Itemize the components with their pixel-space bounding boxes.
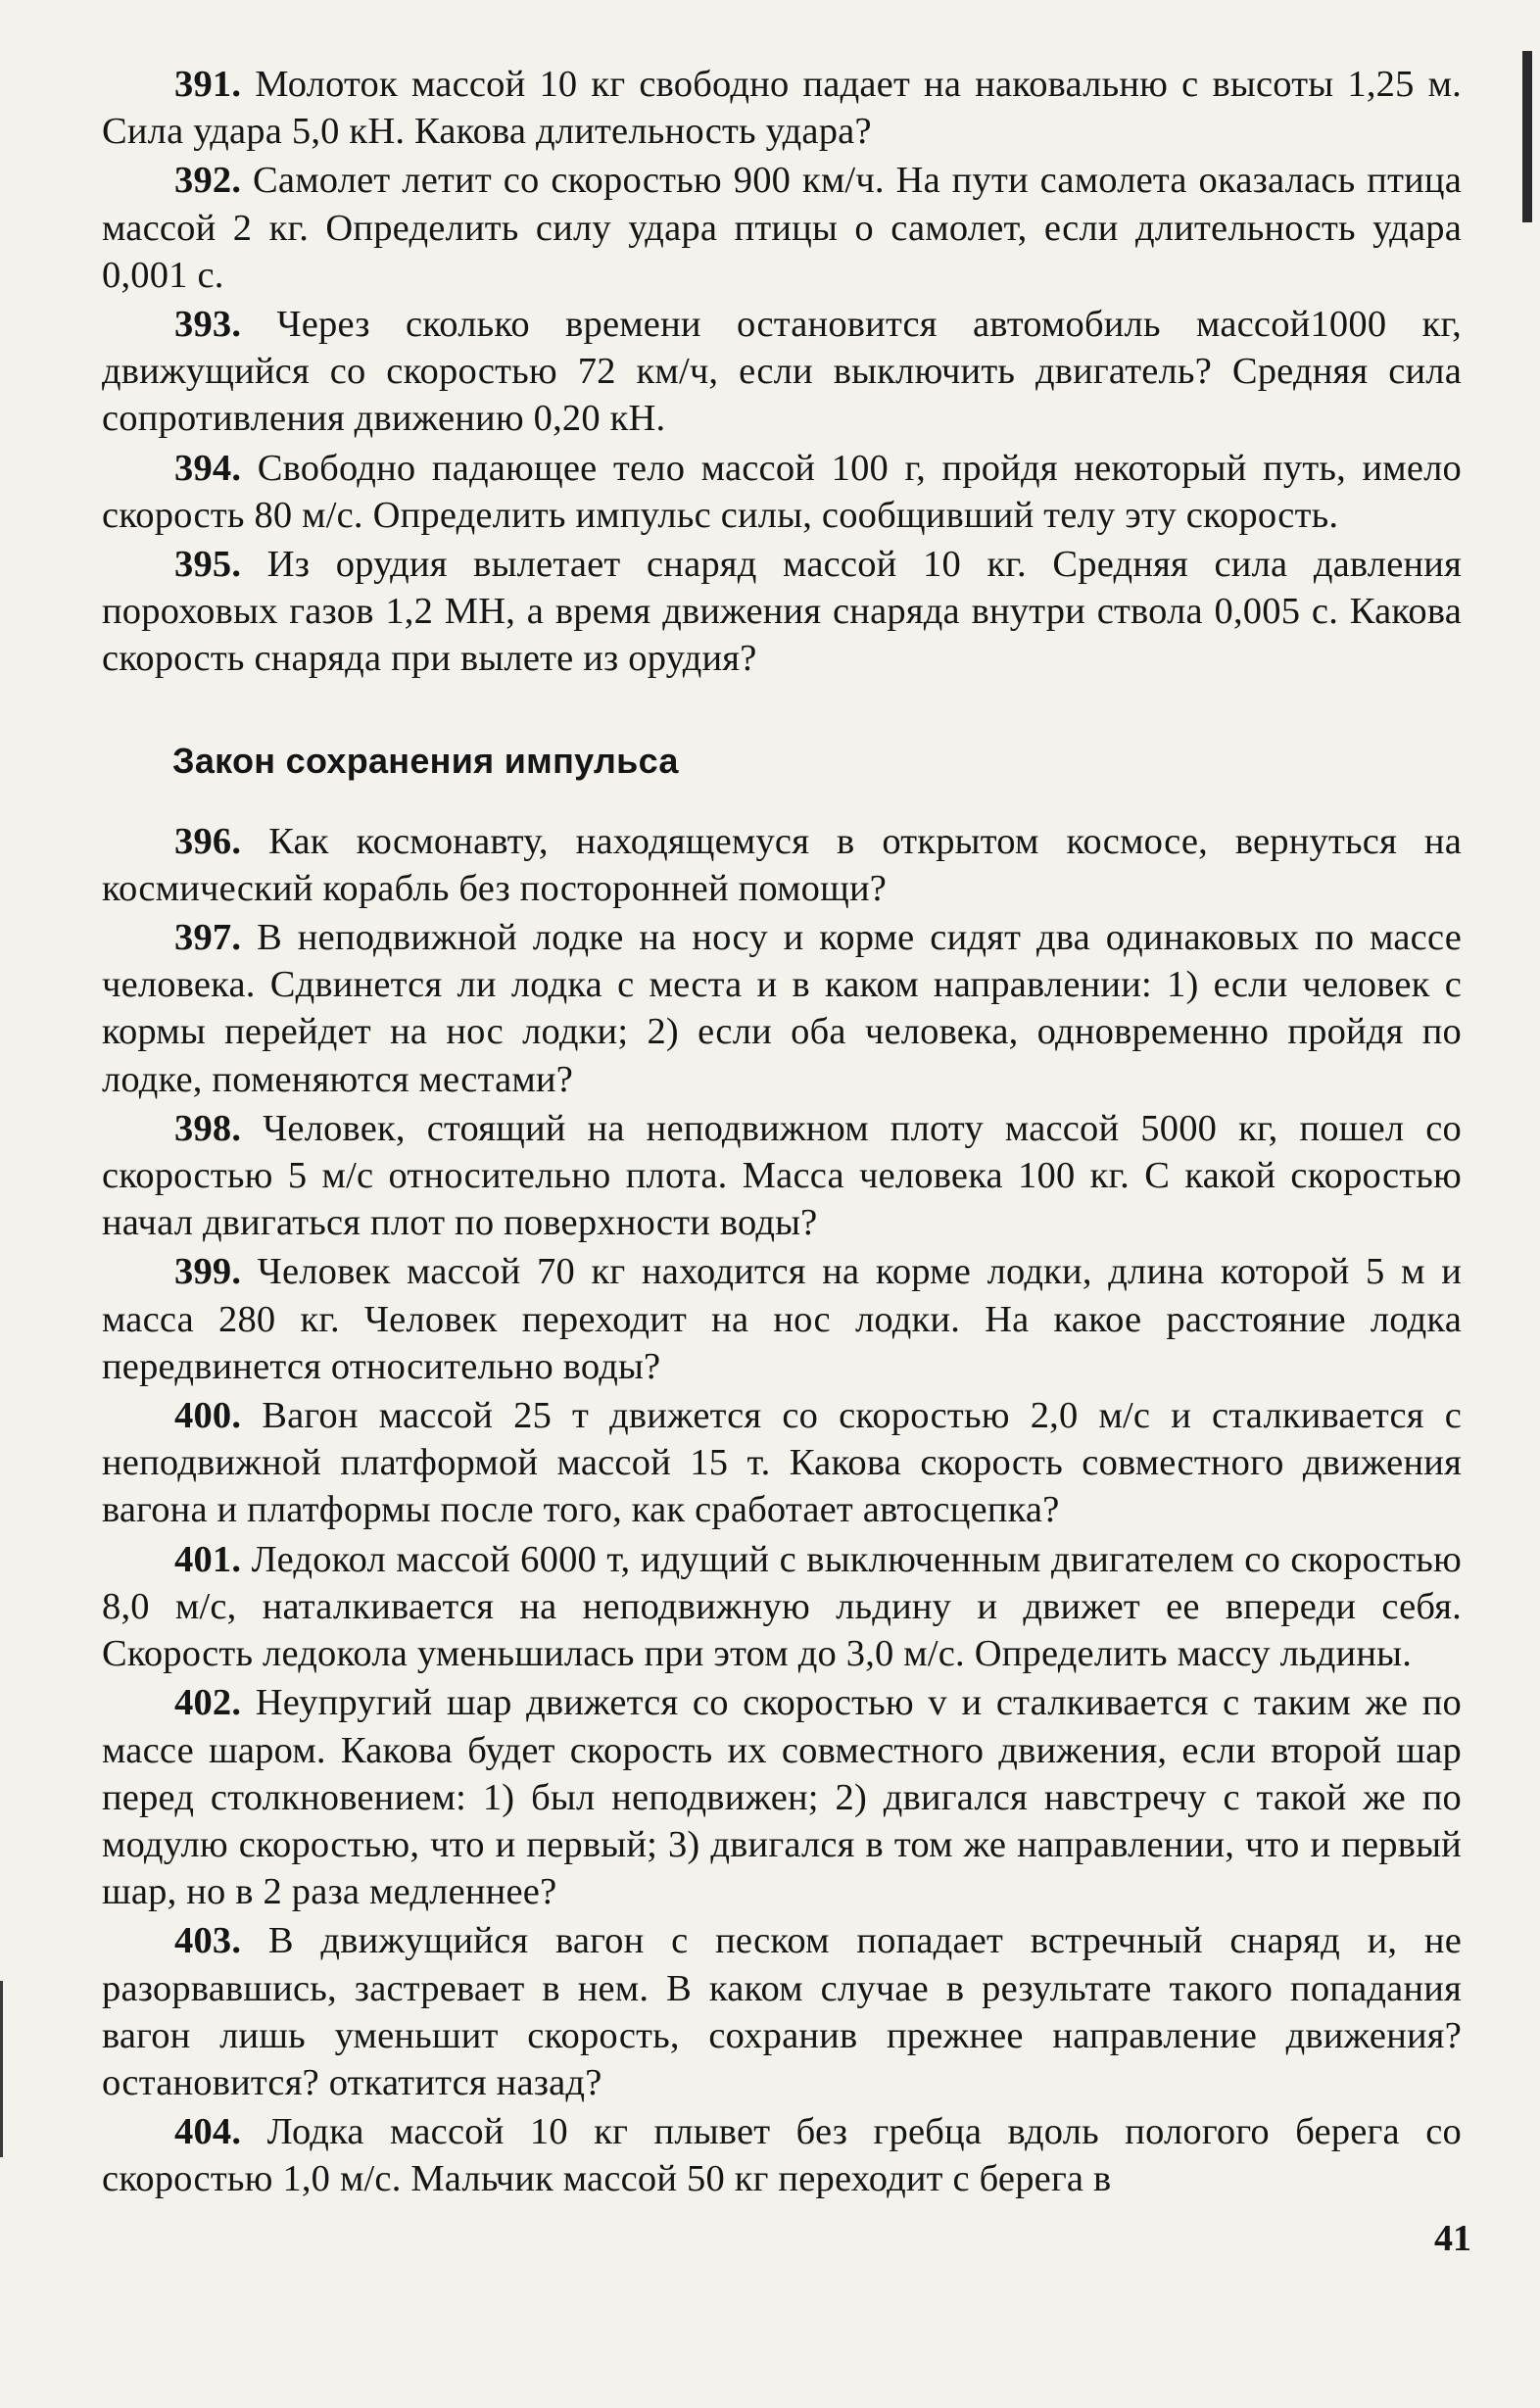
scan-edge-mark-left [0, 1981, 3, 2157]
problem-396 [102, 818, 1462, 912]
problem-392 [102, 157, 1462, 299]
problem-number: 400. [174, 1395, 242, 1437]
problem-text: Свободно падающее тело массой 100 г, пройдя некоторый путь, имело скорость 80 м/с. Определить импульс силы, сообщивший телу эту скорость. [102, 447, 1462, 536]
problem-text: В движущийся вагон с песком попадает встречный снаряд и, не разорвавшись, застревает в нем. В каком случае в результате такого попадания вагон лишь уменьшит скорость, сохранив прежнее направление движения? остановится? откатится назад? [102, 1920, 1462, 2103]
problem-text: Как космонавту, находящемуся в открытом космосе, вернуться на космический корабль без посторонней помощи? [102, 820, 1462, 909]
problem-number: 401. [174, 1538, 242, 1580]
section-title: Закон сохранения импульса [172, 740, 679, 781]
problem-number: 394. [174, 447, 242, 489]
book-page [102, 61, 1462, 2205]
problem-391 [102, 61, 1462, 155]
problem-number: 396. [174, 820, 242, 862]
problem-403 [102, 1917, 1462, 2106]
problem-399 [102, 1248, 1462, 1390]
problem-text: Молоток массой 10 кг свободно падает на наковальню с высоты 1,25 м. Сила удара 5,0 кН. Какова длительность удара? [102, 64, 1463, 153]
problem-number: 392. [174, 160, 242, 202]
problem-395 [102, 541, 1462, 683]
problem-text: Из орудия вылетает снаряд массой 10 кг. Средняя сила давления пороховых газов 1,2 МН, а время движения снаряда внутри ствола 0,005 с. Какова скорость снаряда при вылете из орудия? [102, 544, 1462, 680]
problem-text: Через сколько времени остановится автомобиль массой1000 кг, движущийся со скоростью 72 км/ч, если выключить двигатель? Средняя сила сопротивления движению 0,20 кН. [102, 304, 1463, 440]
problem-397 [102, 914, 1462, 1103]
problem-text: Человек, стоящий на неподвижном плоту массой 5000 кг, пошел со скоростью 5 м/с относительно плота. Масса человека 100 кг. С какой скоростью начал двигаться плот по поверхности воды? [102, 1107, 1462, 1244]
problem-number: 393. [174, 304, 242, 346]
problem-text: Лодка массой 10 кг плывет без гребца вдоль пологого берега со скоростью 1,0 м/с. Мальчик массой 50 кг переходит с берега в [102, 2111, 1462, 2200]
problem-401 [102, 1536, 1462, 1678]
problem-text: В неподвижной лодке на носу и корме сидят два одинаковых по массе человека. Сдвинется ли лодка с места и в каком направлении: 1) если человек с кормы перейдет на нос лодки; 2) если оба человека, одновременно пройдя по лодке, поменяются местами? [102, 917, 1462, 1100]
problem-393 [102, 301, 1462, 443]
problem-text: Ледокол массой 6000 т, идущий с выключенным двигателем со скоростью 8,0 м/с, наталкивается на неподвижную льдину и движет ее впереди себя. Скорость ледокола уменьшилась при этом до 3,0 м/с. Определить массу льдины. [102, 1538, 1463, 1675]
scan-edge-mark [1522, 51, 1532, 222]
problem-400 [102, 1392, 1462, 1534]
problem-number: 397. [174, 917, 242, 959]
problem-402 [102, 1679, 1462, 1915]
problem-text: Человек массой 70 кг находится на корме лодки, длина которой 5 м и масса 280 кг. Человек переходит на нос лодки. На какое расстояние лодка передвинется относительно воды? [102, 1251, 1462, 1387]
problem-number: 391. [174, 64, 242, 105]
problem-text: Неупругий шар движется со скоростью v и сталкивается с таким же по массе шаром. Какова будет скорость их совместного движения, если второй шар перед столкновением: 1) был неподвижен; 2) двигался навстречу с такой же по модулю скоростью, что и первый; 3) двигался в том же направлении, что и первый шар, но в 2 раза медленнее? [102, 1682, 1462, 1913]
problem-text: Самолет летит со скоростью 900 км/ч. На пути самолета оказалась птица массой 2 кг. Определить силу удара птицы о самолет, если длительность удара 0,001 с. [102, 160, 1462, 296]
problem-number: 398. [174, 1107, 242, 1149]
problem-number: 403. [174, 1920, 242, 1962]
problem-404 [102, 2108, 1462, 2202]
problem-number: 395. [174, 544, 242, 586]
problem-number: 399. [174, 1251, 242, 1293]
page-number: 41 [1434, 2218, 1471, 2259]
problem-394 [102, 445, 1462, 539]
problem-398 [102, 1105, 1462, 1247]
problem-text: Вагон массой 25 т движется со скоростью 2,0 м/с и сталкивается с неподвижной платформой массой 15 т. Какова скорость совместного движения вагона и платформы после того, как сработает автосцепка? [102, 1395, 1463, 1531]
problem-number: 402. [174, 1682, 242, 1724]
problem-number: 404. [174, 2111, 242, 2153]
